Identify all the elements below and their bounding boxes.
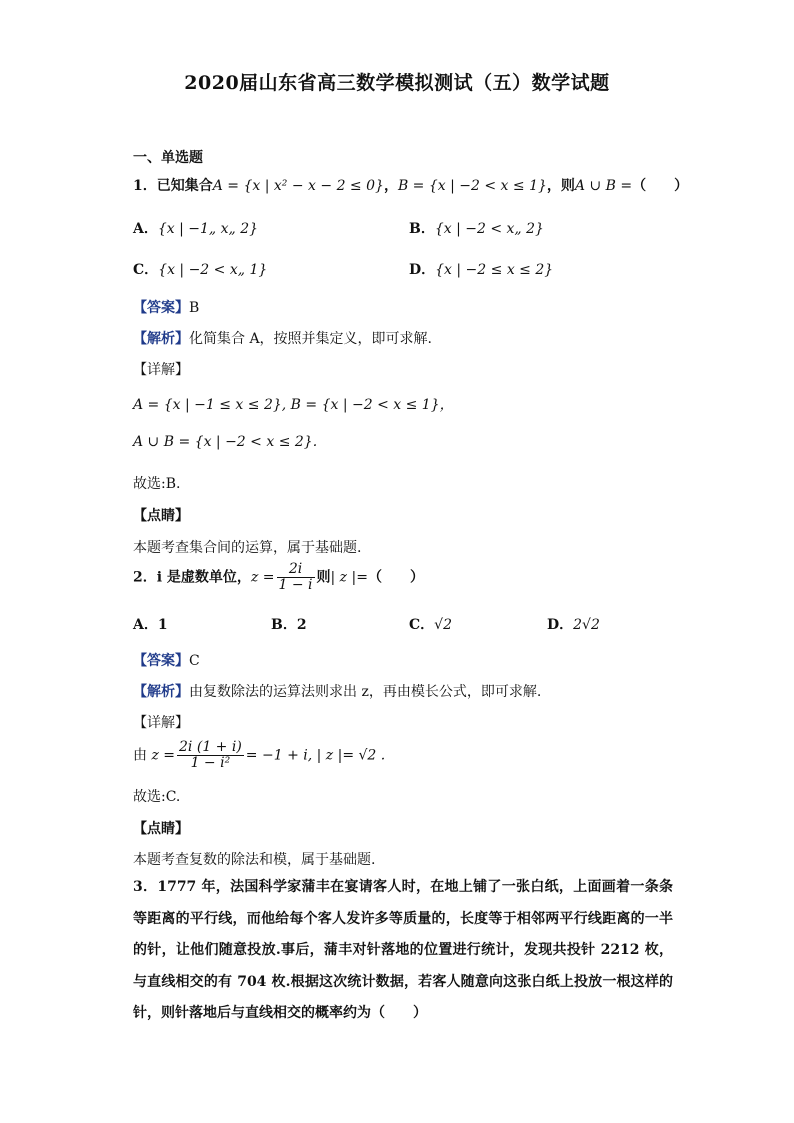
q1-answer	[133, 297, 199, 317]
q1-detail-line-1: A = {x | −1 ≤ x ≤ 2}, B = {x | −2 < x ≤ 1}，	[133, 397, 454, 413]
q1-set-b: B = {x | −2 < x ≤ 1}	[397, 178, 547, 194]
q2-option-a: A．1	[133, 617, 168, 633]
q1-set-a: A = {x | x² − x − 2 ≤ 0}	[212, 178, 384, 194]
q2-detail-fraction: $\frac{2i (1 + i)}{\text{1 − i²}}$	[179, 739, 242, 771]
q1-stem-a: 1．已知集合	[133, 178, 213, 194]
q2-option-c: C．√2	[409, 617, 452, 633]
page-title: 2020届山东省高三数学模拟测试（五）数学试题	[184, 72, 610, 94]
q2-comment: 本题考查复数的除法和模，属于基础题.	[133, 852, 376, 868]
q1-option-a: A．{x | −1„ x„ 2}	[133, 221, 259, 237]
q1-choose: 故选:B.	[133, 476, 181, 492]
q2-choose: 故选:C.	[133, 789, 181, 805]
q2-stem-a: 2．i 是虚数单位，	[133, 569, 251, 586]
q2-abs: | z |=	[330, 569, 368, 586]
q1-comma: ，	[383, 178, 398, 194]
analysis-text: 由复数除法的运算法则求出 z，再由模长公式，即可求解.	[189, 684, 542, 700]
q1-comment-tag: 【点睛】	[133, 508, 189, 524]
q2-comment-tag: 【点睛】	[133, 821, 189, 837]
q1-expr: A ∪ B =	[574, 178, 633, 194]
q2-z-eq: z =	[250, 569, 275, 586]
question-2-stem	[133, 562, 424, 593]
q1-option-b: B．{x | −2 < x„ 2}	[409, 221, 544, 237]
answer-value: C	[189, 653, 200, 669]
q1-detail-line-2: A ∪ B = {x | −2 < x ≤ 2}.	[133, 434, 318, 450]
analysis-tag: 【解析】	[133, 331, 189, 347]
q2-answer	[133, 650, 200, 670]
q2-analysis	[133, 681, 541, 701]
analysis-tag: 【解析】	[133, 684, 189, 700]
q2-fraction: $\frac{2i}{1 - i}$	[278, 561, 313, 593]
section-heading: 一、单选题	[133, 150, 203, 166]
q2-option-b: B．2	[271, 617, 307, 633]
q2-option-d: D．2√2	[547, 617, 600, 633]
q2-paren: （ ）	[367, 569, 424, 586]
q1-option-c: C．{x | −2 < x„ 1}	[133, 262, 268, 278]
answer-value: B	[189, 300, 200, 316]
q1-detail-tag: 【详解】	[133, 362, 189, 378]
q2-detail-tag: 【详解】	[133, 715, 189, 731]
question-1-stem	[133, 175, 688, 195]
q1-analysis	[133, 328, 432, 348]
q2-detail-formula: 由 z = $\frac{2i (1 + i)}{\text{1 − i²}}$ = −1 + i, | z |= √2 .	[133, 739, 386, 771]
analysis-text: 化简集合 A，按照并集定义，即可求解.	[189, 331, 433, 347]
q1-stem-b: ，则	[546, 178, 575, 194]
q1-option-d: D．{x | −2 ≤ x ≤ 2}	[409, 262, 554, 278]
question-3-stem: 3．1777 年，法国科学家蒲丰在宴请客人时，在地上铺了一张白纸，上面画着一条条等距离的平行线，而他给每个客人发许多等质量的，长度等于相邻两平行线距离的一半的针，让他们随意投放.事后，蒲丰对针落地的位置进行统计，发现共投针 2212 枚，与直线相交的有 704 枚.根据这次统计数据，若客人随意向这张白纸上投放一根这样的针，则针落地后与直线相交的概率约为（ ）	[133, 879, 673, 1021]
q1-paren: （ ）	[632, 178, 689, 194]
answer-tag: 【答案】	[133, 653, 189, 669]
q1-comment: 本题考查集合间的运算，属于基础题.	[133, 540, 362, 556]
answer-tag: 【答案】	[133, 300, 189, 316]
q2-stem-b: 则	[316, 569, 331, 586]
